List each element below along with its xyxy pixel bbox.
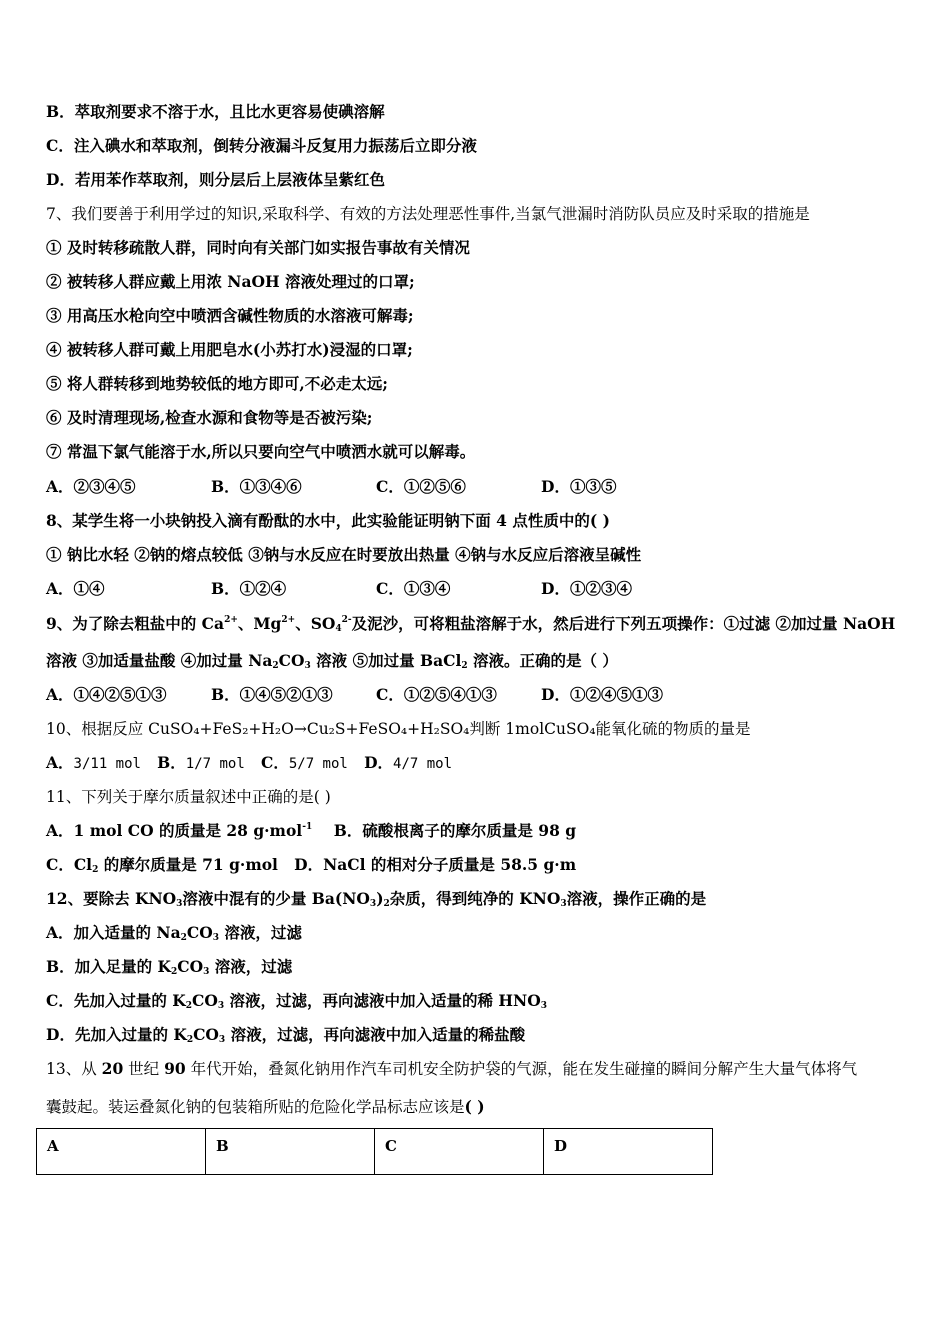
q13-cell-a: A (37, 1129, 206, 1175)
q7-item-6: ⑥ 及时清理现场,检查水源和食物等是否被污染; (46, 408, 373, 427)
q13-cell-c: C (375, 1129, 544, 1175)
q10-option-a-label: A． (46, 753, 74, 772)
q9-option-c: C．①②⑤④①③ (376, 685, 497, 704)
q12-c-sub-2: 3 (217, 1001, 225, 1011)
q8-properties: ① 钠比水轻 ②钠的熔点较低 ③钠与水反应在时要放出热量 ④钠与水反应后溶液呈碱性 (46, 545, 642, 564)
q9-co-subscript: 3 (304, 661, 311, 671)
q9-options (46, 685, 706, 705)
q9-option-b: B．①④⑤②①③ (211, 685, 333, 704)
q8-option-d: D．①②③④ (541, 579, 632, 598)
q11-option-a-exponent: -1 (302, 822, 313, 832)
q11-stem-text: 11、下列关于摩尔质量叙述中正确的是( ) (46, 788, 331, 806)
q8-option-c: C．①③④ (376, 579, 451, 598)
q10-option-d-label: D． (364, 753, 394, 772)
q10-option-d: 4/7 mol (393, 756, 453, 772)
q7-option-d: D．①③⑤ (541, 477, 617, 496)
q12-a-sub-1: 2 (180, 933, 187, 943)
q12-c-2: CO (191, 991, 218, 1010)
q12-a-1: A．加入适量的 Na (46, 923, 181, 942)
q12-a-2: CO (186, 923, 213, 942)
q13-text-4: 90 (164, 1059, 186, 1078)
q8-options (46, 579, 706, 599)
q12-c-sub-3: 3 (540, 1001, 547, 1011)
q12-text-4: 杂质，得到纯净的 KNO (389, 889, 561, 908)
q12-option-d (46, 1025, 525, 1045)
q10-options (46, 753, 452, 774)
q12-b-sub-1: 2 (170, 967, 178, 977)
q13-cell-b: B (206, 1129, 375, 1175)
q11-option-c-1: C．Cl (46, 855, 93, 874)
q10-option-a: 3/11 mol (73, 756, 141, 772)
q12-option-b (46, 957, 292, 977)
q6-option-b: B．萃取剂要求不溶于水，且比水更容易使碘溶解 (46, 102, 385, 121)
q13-text-2: 20 (101, 1059, 124, 1078)
q7-item-3: ③ 用高压水枪向空中喷洒含碱性物质的水溶液可解毒; (46, 306, 414, 325)
q11-options-cd (46, 855, 576, 875)
q9-stem-line1 (46, 614, 895, 634)
q12-c-3: 溶液，过滤，再向滤液中加入适量的稀 HNO (224, 991, 541, 1010)
q11-option-d: D．NaCl 的相对分子质量是 58.5 g·m (294, 855, 577, 874)
q9-text-2: 、Mg (237, 614, 282, 633)
q6-option-c: C．注入碘水和萃取剂，倒转分液漏斗反复用力振荡后立即分液 (46, 136, 477, 155)
q12-b-1: B．加入足量的 K (46, 957, 171, 976)
q9-option-a: A．①④②⑤①③ (46, 685, 167, 704)
q7-item-4: ④ 被转移人群可戴上用肥皂水(小苏打水)浸湿的口罩; (46, 340, 413, 359)
q12-b-3: 溶液，过滤 (209, 957, 293, 976)
q9-text-5: 溶液 ③加适量盐酸 ④加过量 Na (46, 651, 273, 670)
q9-text-7: 溶液 ⑤加过量 BaCl (310, 651, 462, 670)
q9-so-charge: 2- (341, 615, 352, 625)
q8-option-b: B．①②④ (211, 579, 287, 598)
q9-text-6: CO (278, 651, 305, 670)
q10-option-b: 1/7 mol (185, 756, 245, 772)
q12-text-5: 溶液，操作正确的是 (566, 889, 707, 908)
q7-options (46, 477, 706, 497)
q12-text-1: 12、要除去 KNO (46, 889, 177, 908)
q8-option-a: A．①④ (46, 579, 105, 598)
q12-d-2: CO (193, 1025, 219, 1044)
q13-text-1: 13、从 (46, 1060, 102, 1078)
q9-na-subscript: 2 (272, 661, 279, 671)
q9-ba-subscript: 2 (461, 661, 468, 671)
q7-option-c: C．①②⑤⑥ (376, 477, 466, 496)
q7-option-b: B．①③④⑥ (211, 477, 302, 496)
q12-sub-2: 3 (369, 899, 377, 909)
q12-d-1: D．先加入过量的 K (46, 1025, 187, 1044)
q12-option-c (46, 991, 547, 1011)
q9-text-4: 及泥沙，可将粗盐溶解于水，然后进行下列五项操作：①过滤 ②加过量 NaOH (351, 614, 896, 633)
q7-item-5: ⑤ 将人群转移到地势较低的地方即可,不必走太远; (46, 374, 389, 393)
q11-option-c-2: 的摩尔质量是 71 g·mol (98, 855, 278, 874)
q13-answer-table (36, 1128, 713, 1175)
q12-b-sub-2: 3 (203, 967, 210, 977)
q9-option-d: D．①②④⑤①③ (541, 685, 663, 704)
q12-d-sub-1: 2 (186, 1035, 194, 1045)
q8-stem: 8、某学生将一小块钠投入滴有酚酞的水中，此实验能证明钠下面 4 点性质中的( ) (46, 511, 610, 530)
q12-d-sub-2: 3 (218, 1035, 226, 1045)
q13-text-6: 囊鼓起。装运叠氮化钠的包装箱所贴的危险化学品标志应该是 (46, 1098, 465, 1116)
q12-c-sub-1: 2 (185, 1001, 192, 1011)
q10-stem: 10、根据反应 CuSO₄+FeS₂+H₂O→Cu₂S+FeSO₄+H₂SO₄判断 1molCuSO₄能氧化硫的物质的量是 (46, 720, 751, 738)
q11-stem (46, 787, 331, 807)
q7-item-2: ② 被转移人群应戴上用浓 NaOH 溶液处理过的口罩; (46, 272, 415, 291)
q12-option-a (46, 923, 302, 943)
q7-option-a: A．②③④⑤ (46, 477, 136, 496)
q9-mg-charge: 2+ (281, 615, 296, 625)
q7-stem-text: 7、我们要善于利用学过的知识,采取科学、有效的方法处理恶性事件,当氯气泄漏时消防队员应及时采取的措施是 (46, 205, 810, 223)
q12-sub-4: 3 (560, 899, 567, 909)
q9-text-3: 、SO (295, 614, 336, 633)
q9-ca-charge: 2+ (224, 615, 238, 625)
q13-text-7: ( ) (464, 1097, 485, 1116)
q12-c-1: C．先加入过量的 K (46, 991, 186, 1010)
q13-text-3: 世纪 (123, 1060, 165, 1078)
q12-a-sub-2: 3 (212, 933, 220, 943)
q12-b-2: CO (177, 957, 204, 976)
q13-text-5: 年代开始，叠氮化钠用作汽车司机安全防护袋的气源，能在发生碰撞的瞬间分解产生大量气体将气 (185, 1060, 858, 1078)
q9-so-subscript: 4 (335, 624, 342, 634)
q10-option-c: 5/7 mol (288, 756, 348, 772)
q10-option-b-label: B． (157, 753, 186, 772)
q9-text-1: 9、为了除去粗盐中的 Ca (46, 614, 225, 633)
q12-d-3: 溶液，过滤，再向滤液中加入适量的稀盐酸 (225, 1025, 526, 1044)
q7-item-7: ⑦ 常温下氯气能溶于水,所以只要向空气中喷洒水就可以解毒。 (46, 442, 476, 461)
q12-stem (46, 889, 706, 909)
q12-text-2: 溶液中混有的少量 Ba(NO (182, 889, 370, 908)
q13-cell-d: D (544, 1129, 713, 1175)
q10-option-c-label: C． (261, 753, 289, 772)
q6-option-d: D．若用苯作萃取剂，则分层后上层液体呈紫红色 (46, 170, 385, 189)
q12-a-3: 溶液，过滤 (219, 923, 302, 942)
q13-answer-row (37, 1129, 713, 1175)
q9-text-8: 溶液。正确的是（ ） (467, 651, 618, 670)
q13-stem-line1 (46, 1059, 857, 1079)
q7-item-1: ① 及时转移疏散人群，同时向有关部门如实报告事故有关情况 (46, 238, 470, 257)
q12-sub-3: 2 (383, 899, 390, 909)
q9-stem-line2 (46, 651, 618, 671)
q11-option-c-subscript: 2 (92, 865, 99, 875)
q11-option-b: B．硫酸根离子的摩尔质量是 98 g (333, 821, 577, 840)
q11-options-ab (46, 821, 576, 841)
q11-option-a: A．1 mol CO 的质量是 28 g·mol (46, 821, 303, 840)
q13-stem-line2 (46, 1097, 485, 1117)
q12-text-3: ) (376, 889, 384, 908)
q7-stem (46, 204, 810, 224)
q12-sub-1: 3 (176, 899, 183, 909)
